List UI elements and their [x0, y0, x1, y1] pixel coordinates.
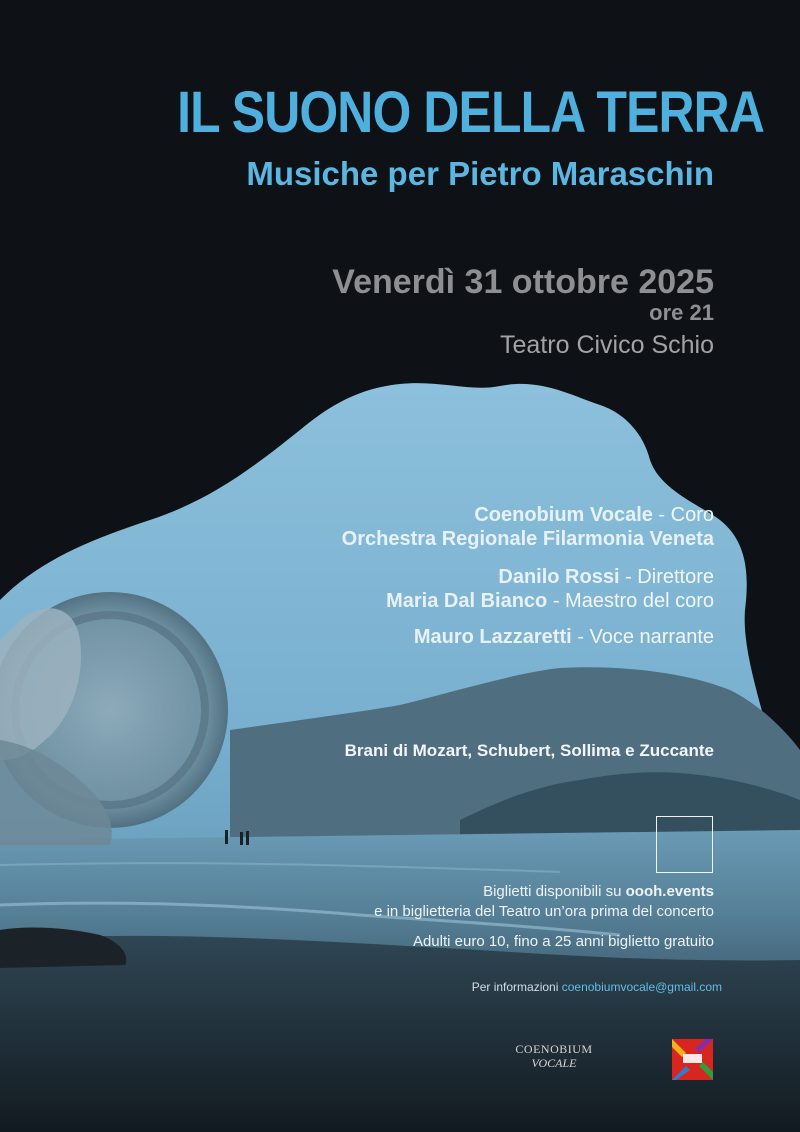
- tickets-prices: Adulti euro 10, fino a 25 anni biglietto gratuito: [412, 933, 714, 950]
- performer-credit: [498, 565, 714, 589]
- performer-role: - Voce narrante: [571, 626, 714, 648]
- performer-credit: [342, 527, 714, 551]
- program-works: Brani di Mozart, Schubert, Sollima e Zuccante: [344, 741, 714, 760]
- info-label: Per informazioni: [471, 980, 562, 994]
- tickets-line: [483, 882, 714, 901]
- event-date: Venerdì 31 ottobre 2025: [332, 263, 714, 301]
- performer-name: Mauro Lazzaretti: [413, 626, 572, 648]
- performer-role: - Coro: [652, 504, 714, 526]
- info-email[interactable]: coenobiumvocale@gmail.com: [561, 980, 722, 994]
- performer-name: Orchestra Regionale Filarmonia Veneta: [341, 528, 714, 550]
- performer-name: Danilo Rossi: [498, 566, 620, 588]
- cultura-logo: [672, 1039, 713, 1080]
- logo-text-line2: VOCALE: [531, 1056, 577, 1070]
- performer-credit: [474, 503, 714, 527]
- performer-name: Maria Dal Bianco: [386, 590, 548, 612]
- tickets-link[interactable]: oooh.events: [625, 883, 714, 900]
- performer-role: - Maestro del coro: [547, 590, 714, 612]
- logo-text-line1: COENOBIUM: [515, 1042, 593, 1056]
- info-line: [472, 980, 722, 995]
- event-time: ore 21: [649, 300, 714, 325]
- poster-subtitle: Musiche per Pietro Maraschin: [246, 155, 714, 192]
- tickets-box-office: e in biglietteria del Teatro un’ora prima del concerto: [374, 903, 714, 920]
- performer-credit: [386, 589, 714, 613]
- performer-name: Coenobium Vocale: [474, 504, 653, 526]
- event-venue: Teatro Civico Schio: [500, 331, 714, 359]
- tickets-prefix: Biglietti disponibili su: [483, 883, 626, 900]
- coenobium-vocale-logo: [508, 1042, 600, 1070]
- qr-code-placeholder[interactable]: [656, 816, 713, 873]
- performer-credit: [414, 625, 714, 649]
- poster-title: IL SUONO DELLA TERRA: [177, 80, 765, 145]
- performer-role: - Direttore: [619, 566, 714, 588]
